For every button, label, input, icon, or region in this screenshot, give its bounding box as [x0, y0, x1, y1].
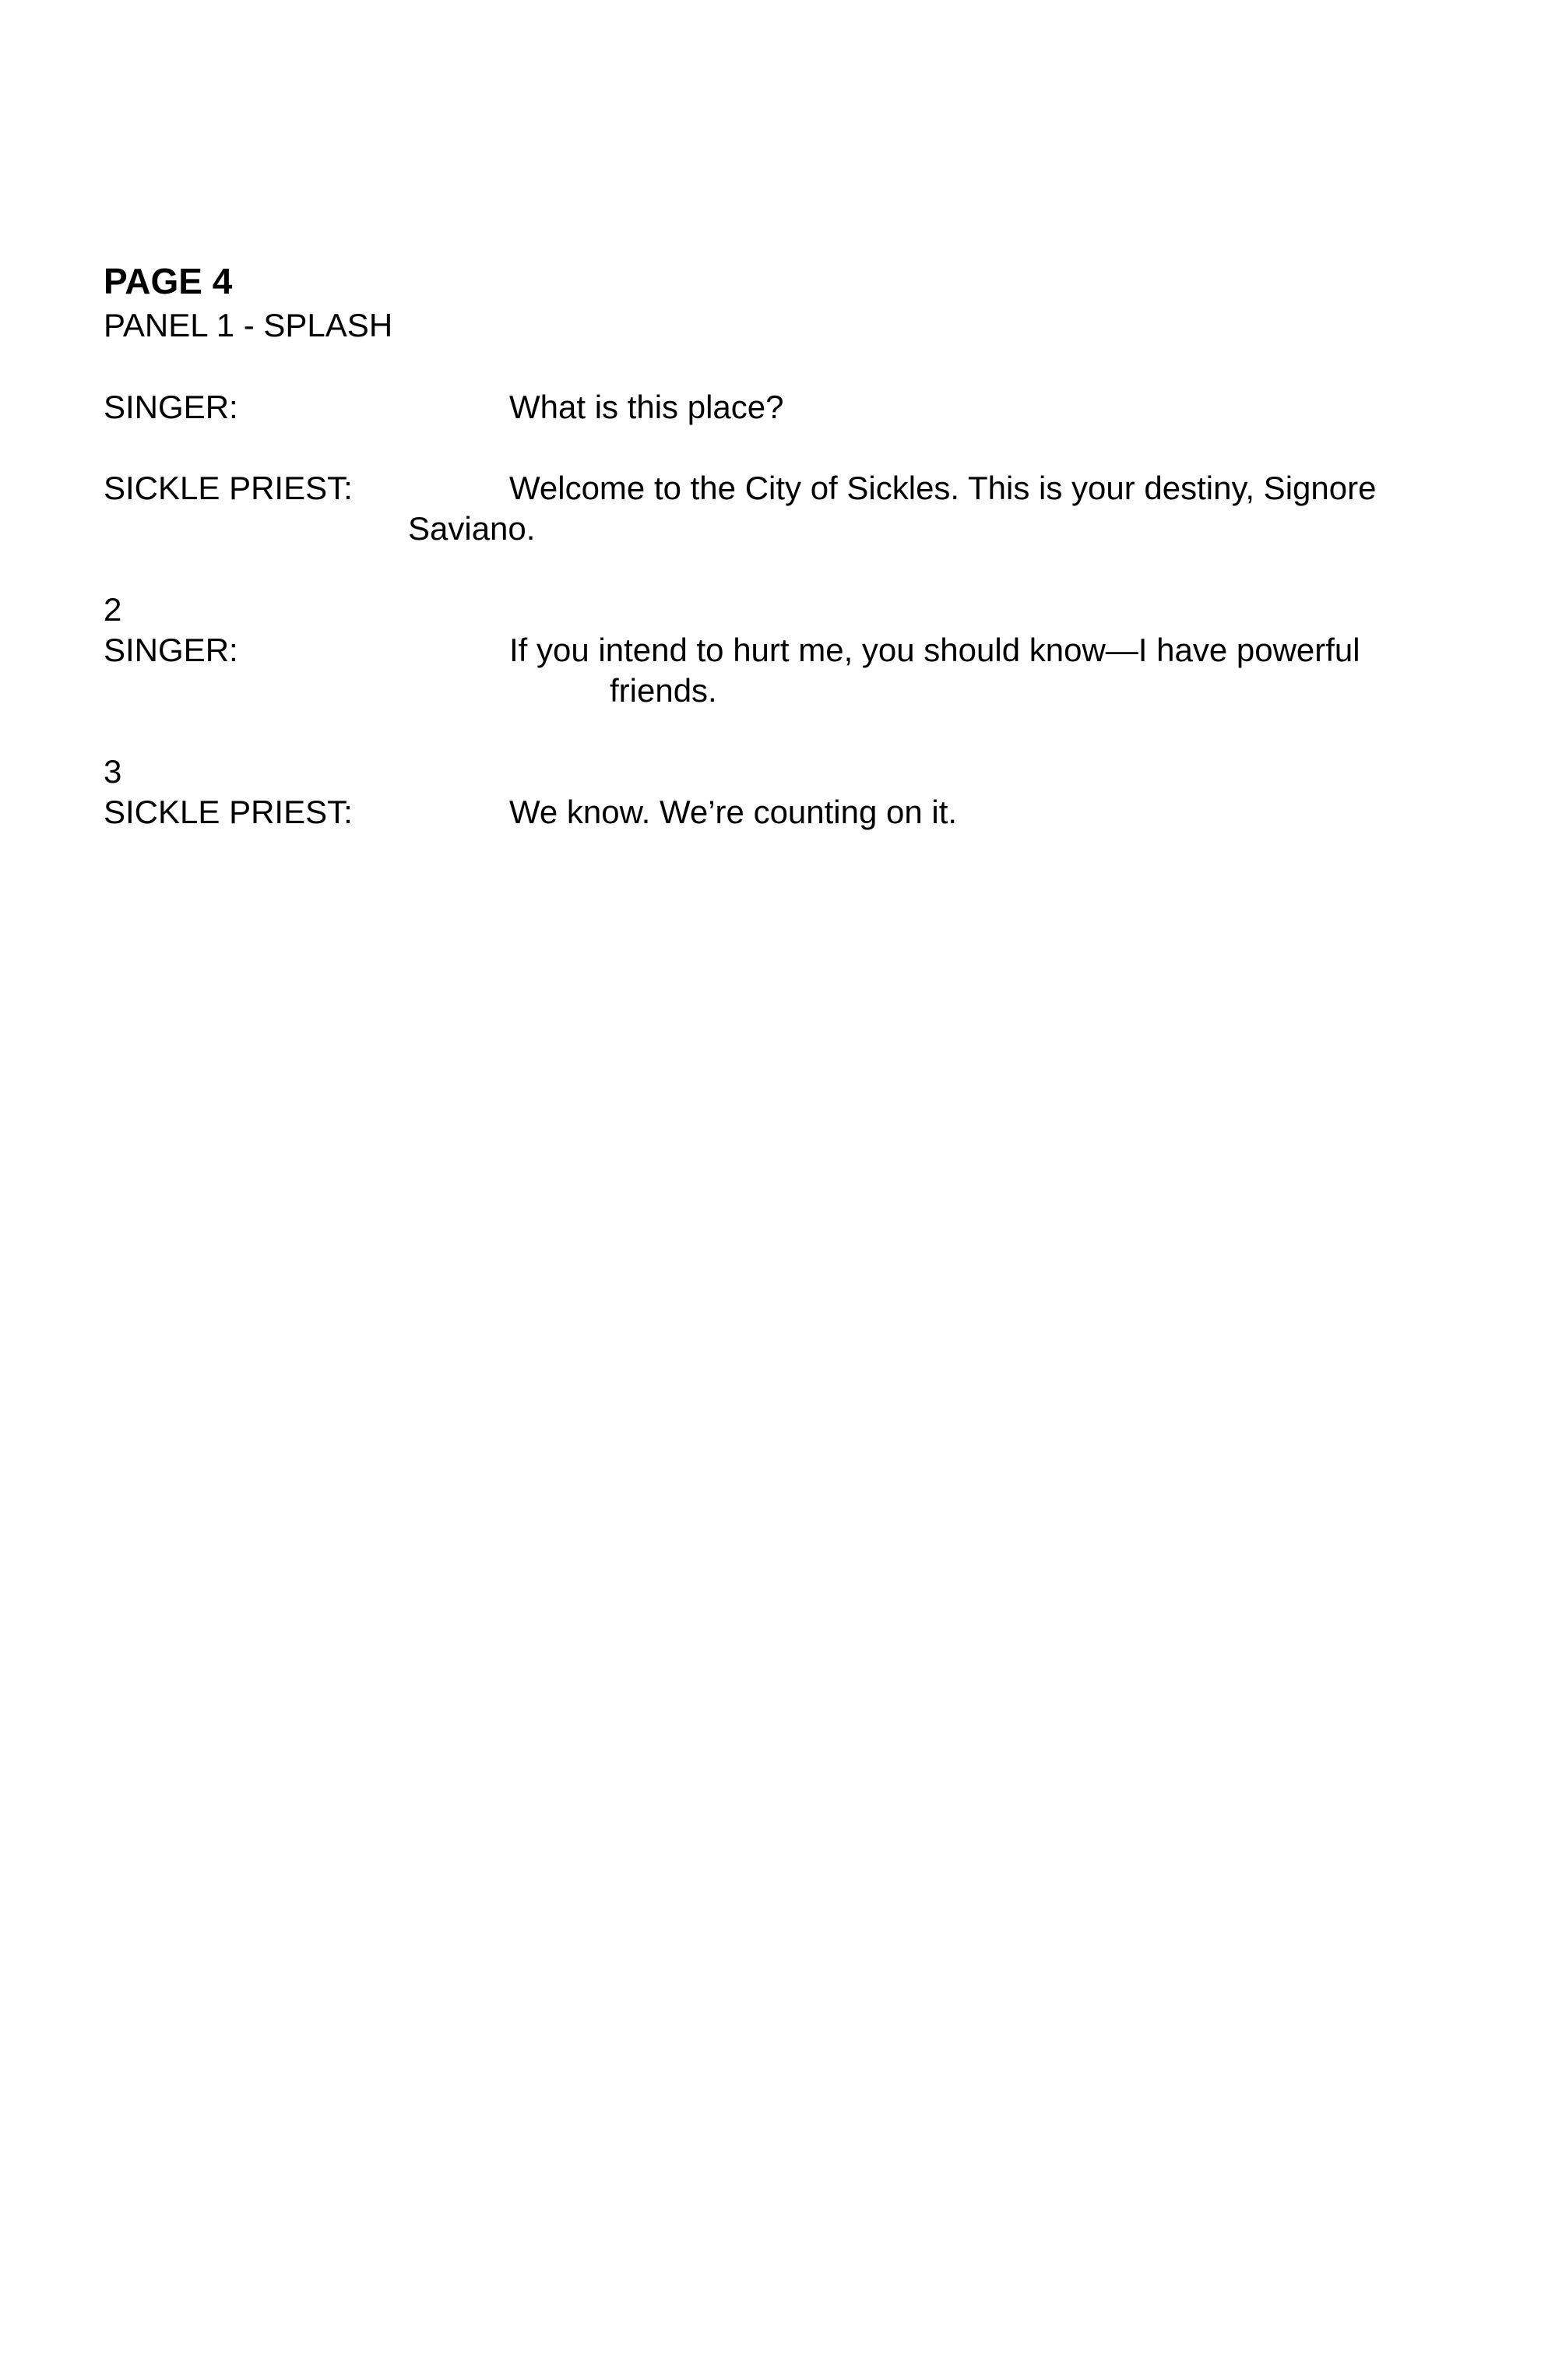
dialogue-sickle-priest-2: We know. We’re counting on it. [509, 794, 958, 830]
dialogue-sickle-priest-1-line-a: Welcome to the City of Sickles. This is your destiny, Signore [509, 470, 1377, 506]
page-heading: PAGE 4 [104, 261, 233, 301]
speaker-sickle-priest-1: SICKLE PRIEST: [104, 470, 353, 506]
panel-1-label: PANEL 1 - SPLASH [104, 307, 393, 343]
panel-3-label: 3 [104, 753, 122, 790]
dialogue-sickle-priest-1-line-b: Saviano. [408, 510, 536, 547]
dialogue-singer-2-line-a: If you intend to hurt me, you should know—I have powerful [509, 632, 1360, 668]
dialogue-singer-2-line-b: friends. [610, 672, 717, 709]
speaker-sickle-priest-2: SICKLE PRIEST: [104, 794, 353, 830]
speaker-singer-2: SINGER: [104, 632, 238, 668]
dialogue-singer-1: What is this place? [509, 389, 784, 425]
panel-2-label: 2 [104, 591, 122, 628]
speaker-singer-1: SINGER: [104, 389, 238, 425]
